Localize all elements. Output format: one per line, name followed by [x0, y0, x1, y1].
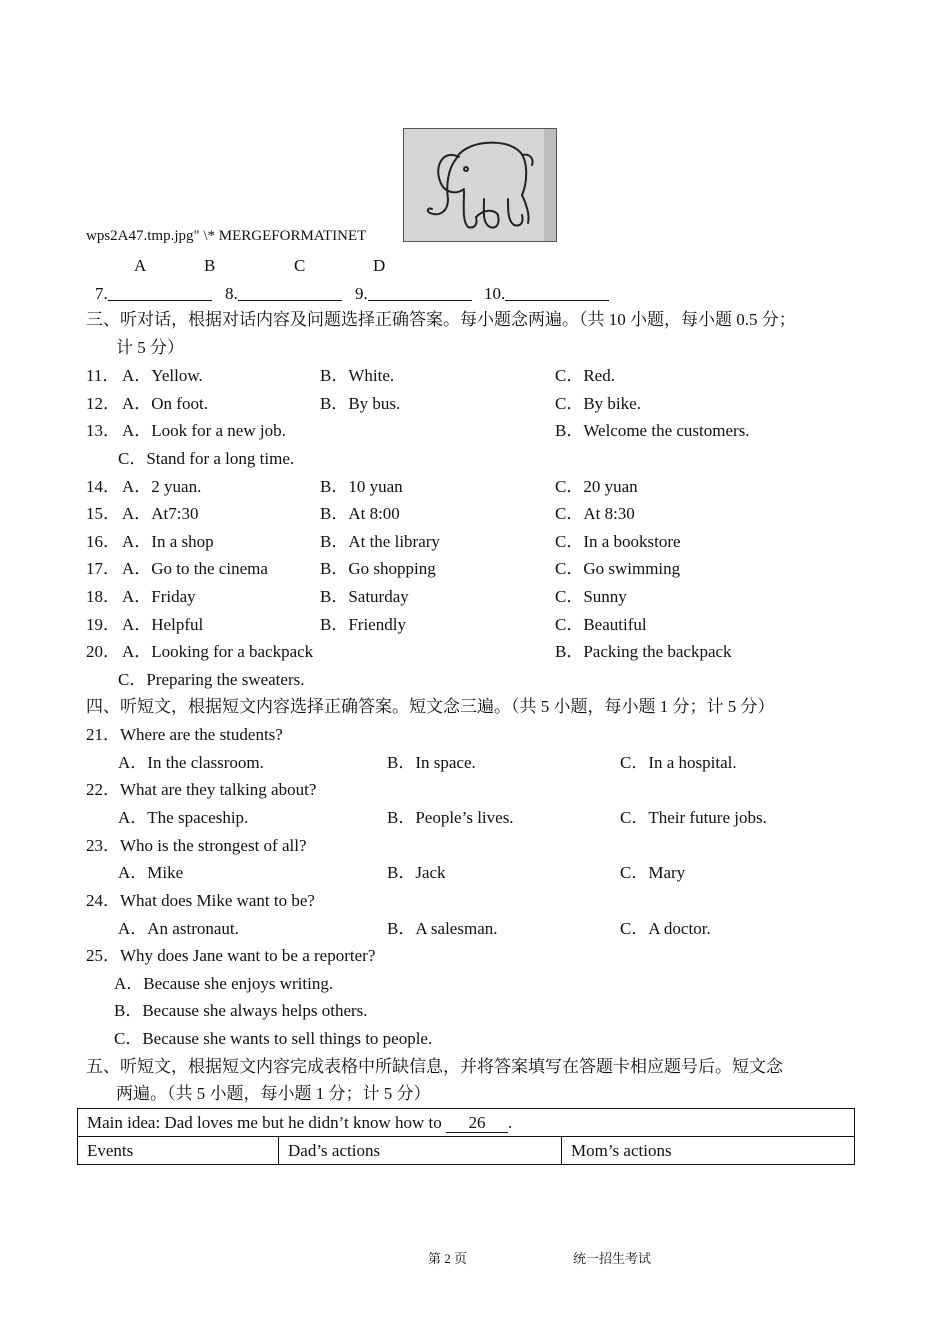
option-letter-d: D [373, 256, 386, 275]
question-number: 19． [86, 615, 120, 634]
question-number: 14． [86, 477, 120, 496]
answer-blank-9: 9. [355, 284, 472, 304]
question-number: 16． [86, 532, 120, 551]
option-b: B．Packing the backpack [555, 642, 732, 661]
option-c: C．Go swimming [555, 559, 681, 578]
question-stem: 21．Where are the students? [86, 725, 283, 744]
option-a: A．2 yuan. [122, 477, 202, 496]
option-c: C．Mary [620, 863, 686, 882]
option-a: A．Helpful [122, 615, 204, 634]
question-number: 11． [86, 366, 120, 385]
option-c: C．Sunny [555, 587, 627, 606]
column-header-dad-actions: Dad’s actions [279, 1137, 562, 1165]
option-c: C．Preparing the sweaters. [118, 670, 305, 689]
option-a: A．Friday [122, 587, 196, 606]
option-a: A．Yellow. [122, 366, 203, 385]
question-stem: 22．What are they talking about? [86, 780, 317, 799]
option-b: B．Jack [387, 863, 446, 882]
column-header-events: Events [78, 1137, 279, 1165]
section5-instructions-line1: 五、听短文，根据短文内容完成表格中所缺信息，并将答案填写在答题卡相应题号后。短文念 [86, 1057, 783, 1076]
page-number: 第 2 页 [428, 1251, 468, 1266]
main-idea-cell [78, 1109, 855, 1137]
option-c: C．Beautiful [555, 615, 647, 634]
answer-blank-7: 7. [95, 284, 212, 304]
option-b: B．People’s lives. [387, 808, 514, 827]
option-b: B．Saturday [320, 587, 409, 606]
section3-instructions-line2: 计 5 分） [116, 338, 184, 357]
image-caption: wps2A47.tmp.jpg" \* MERGEFORMATINET [86, 228, 367, 244]
option-c: C．In a bookstore [555, 532, 681, 551]
main-idea-period: . [508, 1112, 513, 1132]
option-a: A．The spaceship. [118, 808, 249, 827]
question-stem: 25．Why does Jane want to be a reporter? [86, 946, 376, 965]
option-c: C．20 yuan [555, 477, 638, 496]
option-a: A．An astronaut. [118, 919, 239, 938]
option-letter-c: C [294, 256, 306, 275]
question-number: 15． [86, 504, 120, 523]
option-b: B．10 yuan [320, 477, 403, 496]
answer-blank-10: 10. [484, 284, 609, 304]
question-number: 13． [86, 421, 120, 440]
question-number: 17． [86, 559, 120, 578]
option-a: A．On foot. [122, 394, 208, 413]
section4-instructions: 四、听短文，根据短文内容选择正确答案。短文念三遍。（共 5 小题，每小题 1 分；计 5 分） [86, 697, 775, 716]
option-a: A．Look for a new job. [122, 421, 286, 440]
option-b: B．Welcome the customers. [555, 421, 750, 440]
question-number: 18． [86, 587, 120, 606]
option-a: A．Because she enjoys writing. [114, 974, 334, 993]
option-c: C．Stand for a long time. [118, 449, 295, 468]
option-b: B．White. [320, 366, 395, 385]
option-a: A．Go to the cinema [122, 559, 268, 578]
option-c: C．At 8:30 [555, 504, 635, 523]
option-letter-a: A [134, 256, 147, 275]
option-c: C．Because she wants to sell things to people. [114, 1029, 433, 1048]
option-a: A．In the classroom. [118, 753, 264, 772]
question-stem: 24．What does Mike want to be? [86, 891, 315, 910]
option-a: A．Mike [118, 863, 184, 882]
option-b: B．At the library [320, 532, 440, 551]
header-row [78, 1137, 855, 1165]
option-b: B．Go shopping [320, 559, 436, 578]
option-b: B．At 8:00 [320, 504, 400, 523]
option-c: C．A doctor. [620, 919, 711, 938]
option-letter-b: B [204, 256, 216, 275]
column-header-mom-actions: Mom’s actions [562, 1137, 855, 1165]
blank-26: 26 [446, 1114, 508, 1133]
question-stem: 23．Who is the strongest of all? [86, 836, 307, 855]
option-b: B．By bus. [320, 394, 401, 413]
answer-blank-8: 8. [225, 284, 342, 304]
option-c: C．Their future jobs. [620, 808, 767, 827]
option-a: A．Looking for a backpack [122, 642, 314, 661]
option-b: B．Friendly [320, 615, 406, 634]
section3-instructions-line1: 三、听对话，根据对话内容及问题选择正确答案。每小题念两遍。（共 10 小题，每小题 0.5 分； [86, 310, 796, 329]
main-idea-text: Main idea: Dad loves me but he didn’t know how to [87, 1112, 442, 1132]
exam-name: 统一招生考试 [573, 1251, 652, 1266]
option-a: A．At7:30 [122, 504, 199, 523]
option-c: C．By bike. [555, 394, 641, 413]
question-number: 12． [86, 394, 120, 413]
option-b: B．Because she always helps others. [114, 1001, 368, 1020]
section5-instructions-line2: 两遍。（共 5 小题，每小题 1 分；计 5 分） [116, 1084, 431, 1103]
option-b: B．In space. [387, 753, 476, 772]
option-c: C．In a hospital. [620, 753, 737, 772]
elephant-sketch-icon [403, 128, 557, 242]
main-idea-row [78, 1109, 855, 1137]
option-a: A．In a shop [122, 532, 214, 551]
answer-table [77, 1108, 855, 1165]
option-c: C．Red. [555, 366, 615, 385]
question-number: 20． [86, 642, 120, 661]
option-b: B．A salesman. [387, 919, 498, 938]
